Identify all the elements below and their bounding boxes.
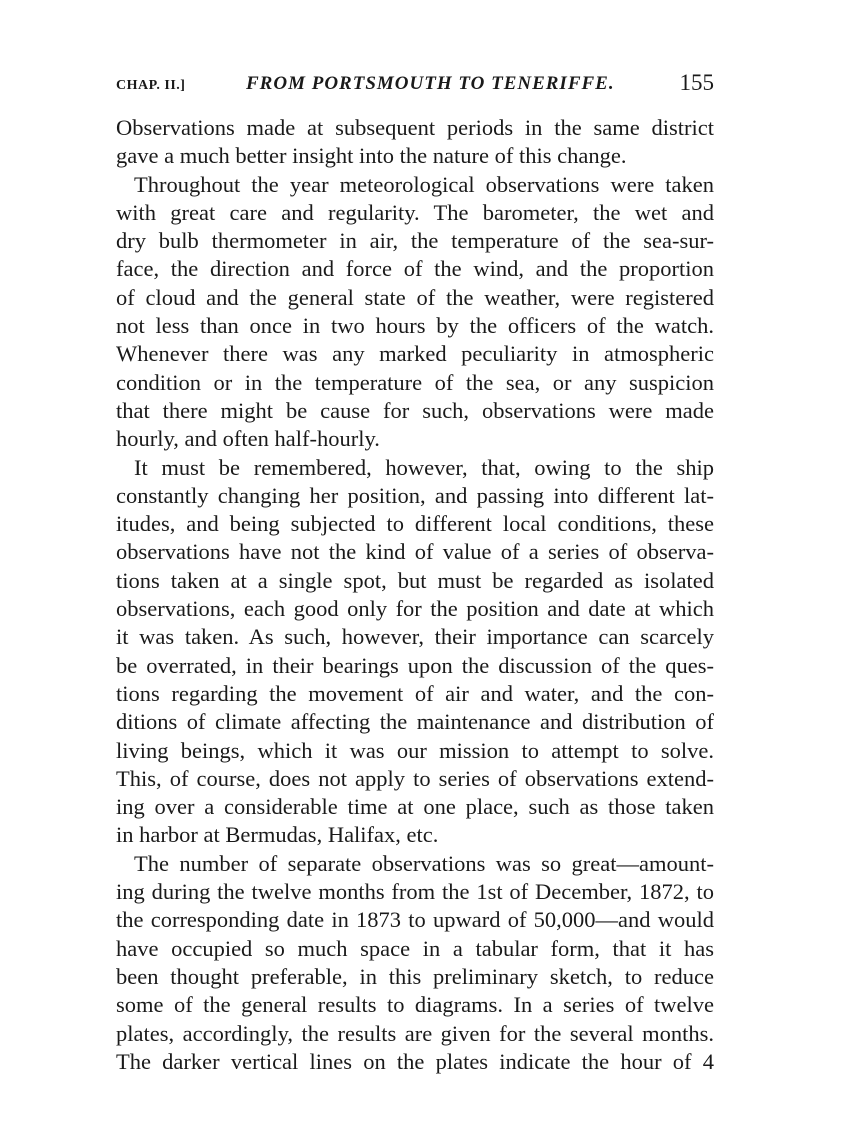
- text-line: be overrated, in their bearings upon the discussion of the ques-: [116, 652, 714, 678]
- text-line: that there might be cause for such, observations were made: [116, 397, 714, 423]
- running-header: [116, 72, 714, 102]
- text-line: Throughout the year meteorological observations were taken: [134, 171, 714, 197]
- paragraph: [116, 114, 714, 171]
- text-line: The number of separate observations was so great—amount-: [134, 850, 714, 876]
- text-line: ditions of climate affecting the maintenance and distribution of: [116, 709, 714, 735]
- text-line: tions taken at a single spot, but must be regarded as isolated: [116, 567, 714, 593]
- text-line: itudes, and being subjected to different local conditions, these: [116, 511, 714, 537]
- text-line: some of the general results to diagrams. In a series of twelve: [116, 992, 714, 1018]
- page-number: 155: [679, 70, 714, 95]
- text-line: living beings, which it was our mission to attempt to solve.: [116, 737, 714, 763]
- text-line: of cloud and the general state of the weather, were registered: [116, 284, 714, 310]
- paragraph: [116, 171, 714, 454]
- text-line: plates, accordingly, the results are given for the several months.: [116, 1020, 714, 1046]
- text-line: tions regarding the movement of air and water, and the con-: [116, 680, 714, 706]
- text-line: condition or in the temperature of the sea, or any suspicion: [116, 369, 714, 395]
- text-line: gave a much better insight into the nature of this change.: [116, 143, 627, 169]
- text-line: hourly, and often half-hourly.: [116, 426, 380, 452]
- text-line: ing over a considerable time at one place, such as those taken: [116, 794, 714, 820]
- page-body: [116, 114, 714, 1076]
- text-line: with great care and regularity. The barometer, the wet and: [116, 199, 714, 225]
- text-line: in harbor at Bermudas, Halifax, etc.: [116, 822, 439, 848]
- paragraph: [116, 850, 714, 1076]
- running-title: FROM PORTSMOUTH TO TENERIFFE.: [246, 73, 615, 94]
- text-line: The darker vertical lines on the plates indicate the hour of 4: [116, 1048, 714, 1074]
- text-line: been thought preferable, in this preliminary sketch, to reduce: [116, 963, 714, 989]
- text-line: the corresponding date in 1873 to upward of 50,000—and would: [116, 907, 714, 933]
- paragraph: [116, 454, 714, 850]
- text-line: observations, each good only for the position and date at which: [116, 596, 714, 622]
- text-line: It must be remembered, however, that, owing to the ship: [134, 454, 714, 480]
- text-line: This, of course, does not apply to series of observations extend-: [116, 765, 714, 791]
- chapter-label: CHAP. II.]: [116, 78, 186, 93]
- text-line: Observations made at subsequent periods in the same district: [116, 115, 714, 140]
- text-line: constantly changing her position, and passing into different lat-: [116, 482, 714, 508]
- text-line: have occupied so much space in a tabular form, that it has: [116, 935, 714, 961]
- text-line: it was taken. As such, however, their importance can scarcely: [116, 624, 714, 650]
- text-line: ing during the twelve months from the 1st of December, 1872, to: [116, 879, 714, 905]
- text-line: not less than once in two hours by the officers of the watch.: [116, 313, 714, 339]
- text-line: observations have not the kind of value of a series of observa-: [116, 539, 714, 565]
- text-line: Whenever there was any marked peculiarity in atmospheric: [116, 341, 714, 367]
- text-line: face, the direction and force of the wind, and the proportion: [116, 256, 714, 282]
- text-line: dry bulb thermometer in air, the temperature of the sea-sur-: [116, 228, 714, 254]
